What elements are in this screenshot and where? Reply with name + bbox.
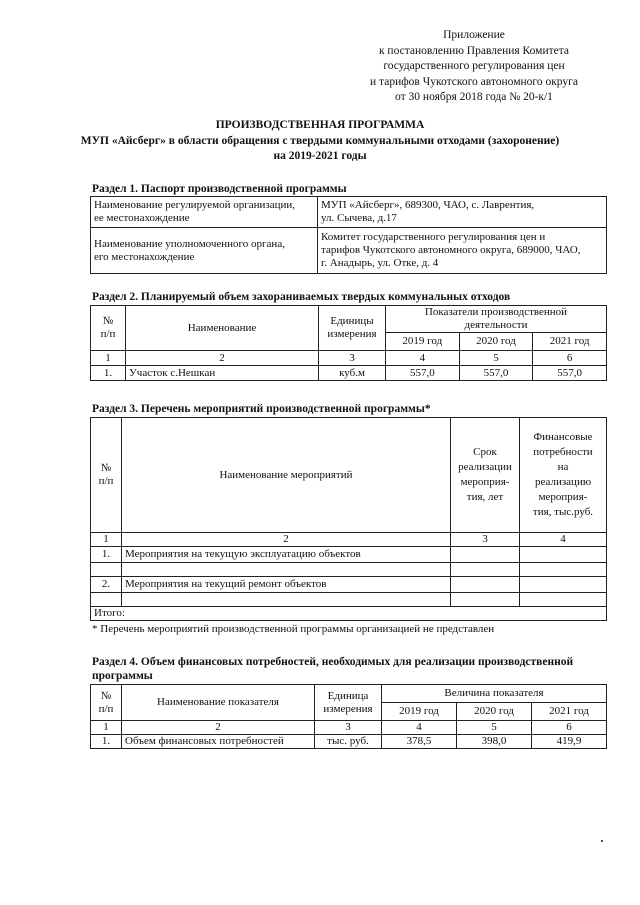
activities-idx: 1	[91, 533, 122, 547]
volume-row-2021: 557,0	[533, 366, 607, 381]
volume-h-group: Показатели производственной деятельности	[386, 306, 607, 333]
finance-h-year: 2019 год	[382, 703, 457, 721]
finance-row-2020: 398,0	[457, 735, 532, 749]
volume-idx: 2	[126, 351, 319, 366]
finance-idx: 1	[91, 721, 122, 735]
activities-h-term: Срок реализации мероприя- тия, лет	[451, 418, 520, 533]
volume-h-year: 2019 год	[386, 333, 460, 351]
activities-idx: 4	[520, 533, 607, 547]
volume-h-num: № п/п	[91, 306, 126, 351]
activities-h-fin: Финансовые потребности на реализацию мероприя- тия, тыс.руб.	[520, 418, 607, 533]
table-row	[91, 577, 607, 593]
activities-table	[90, 417, 607, 621]
section2-heading: Раздел 2. Планируемый объем захораниваемых твердых коммунальных отходов	[92, 291, 511, 303]
activities-idx: 2	[122, 533, 451, 547]
volume-h-name: Наименование	[126, 306, 319, 351]
volume-idx: 4	[386, 351, 460, 366]
section1-heading: Раздел 1. Паспорт производственной программы	[92, 183, 347, 195]
header-line-1: Приложение	[443, 29, 505, 41]
scan-speck	[601, 840, 603, 842]
doc-subtitle-1: МУП «Айсберг» в области обращения с твердыми коммунальными отходами (захоронение)	[80, 135, 560, 147]
table-row	[91, 366, 607, 381]
passport-org-value: МУП «Айсберг», 689300, ЧАО, с. Лаврентия, ул. Сычева, д.17	[318, 197, 607, 228]
activities-row-name: Мероприятия на текущий ремонт объектов	[122, 577, 451, 593]
finance-row-2021: 419,9	[532, 735, 607, 749]
volume-row-unit: куб.м	[319, 366, 386, 381]
volume-row-2020: 557,0	[459, 366, 533, 381]
finance-row-num: 1.	[91, 735, 122, 749]
finance-row-name: Объем финансовых потребностей	[122, 735, 315, 749]
activities-row-num: 2.	[91, 577, 122, 593]
finance-table	[90, 684, 607, 749]
activities-row-num: 1.	[91, 547, 122, 563]
doc-title: ПРОИЗВОДСТВЕННАЯ ПРОГРАММА	[215, 119, 425, 131]
table-row	[91, 735, 607, 749]
volume-idx: 6	[533, 351, 607, 366]
header-line-2: к постановлению Правления Комитета	[378, 44, 570, 57]
section3-heading: Раздел 3. Перечень мероприятий производственной программы*	[92, 403, 431, 415]
finance-h-unit: Единица измерения	[315, 685, 382, 721]
finance-h-name: Наименование показателя	[122, 685, 315, 721]
header-line-3: государственного регулирования цен	[383, 60, 565, 72]
volume-row-name: Участок с.Нешкан	[126, 366, 319, 381]
passport-authority-value: Комитет государственного регулирования цен и тарифов Чукотского автономного округа, 689000, ЧАО, г. Анадырь, ул. Отке, д. 4	[318, 228, 607, 274]
finance-idx: 3	[315, 721, 382, 735]
volume-h-year: 2020 год	[459, 333, 533, 351]
approval-header	[358, 28, 590, 106]
activities-footnote: * Перечень мероприятий производственной программы организацией не представлен	[92, 623, 495, 635]
volume-h-year: 2021 год	[533, 333, 607, 351]
volume-idx: 1	[91, 351, 126, 366]
passport-table	[90, 196, 607, 274]
volume-row-num: 1.	[91, 366, 126, 381]
passport-org-label: Наименование регулируемой организации, ее местонахождение	[91, 197, 318, 228]
passport-authority-label: Наименование уполномоченного органа, его местонахождение	[91, 228, 318, 274]
volume-idx: 5	[459, 351, 533, 366]
finance-row-2019: 378,5	[382, 735, 457, 749]
header-line-4: и тарифов Чукотского автономного округа	[370, 75, 578, 88]
activities-total: Итого:	[91, 607, 607, 621]
section4-heading: Раздел 4. Объем финансовых потребностей, необходимых для реализации производственной программы	[92, 656, 574, 682]
finance-h-num: № п/п	[91, 685, 122, 721]
finance-idx: 5	[457, 721, 532, 735]
finance-idx: 2	[122, 721, 315, 735]
volume-row-2019: 557,0	[386, 366, 460, 381]
finance-idx: 6	[532, 721, 607, 735]
finance-row-unit: тыс. руб.	[315, 735, 382, 749]
activities-idx: 3	[451, 533, 520, 547]
volume-idx: 3	[319, 351, 386, 366]
volume-table	[90, 305, 607, 381]
finance-h-year: 2021 год	[532, 703, 607, 721]
doc-subtitle-2: на 2019-2021 годы	[273, 150, 367, 162]
finance-h-group: Величина показателя	[382, 685, 607, 703]
header-line-5: от 30 ноября 2018 года № 20-к/1	[395, 91, 553, 103]
activities-h-name: Наименование мероприятий	[122, 418, 451, 533]
finance-idx: 4	[382, 721, 457, 735]
activities-row-name: Мероприятия на текущую эксплуатацию объектов	[122, 547, 451, 563]
finance-h-year: 2020 год	[457, 703, 532, 721]
activities-h-num: № п/п	[91, 418, 122, 533]
table-row	[91, 547, 607, 563]
volume-h-unit: Единицы измерения	[319, 306, 386, 351]
